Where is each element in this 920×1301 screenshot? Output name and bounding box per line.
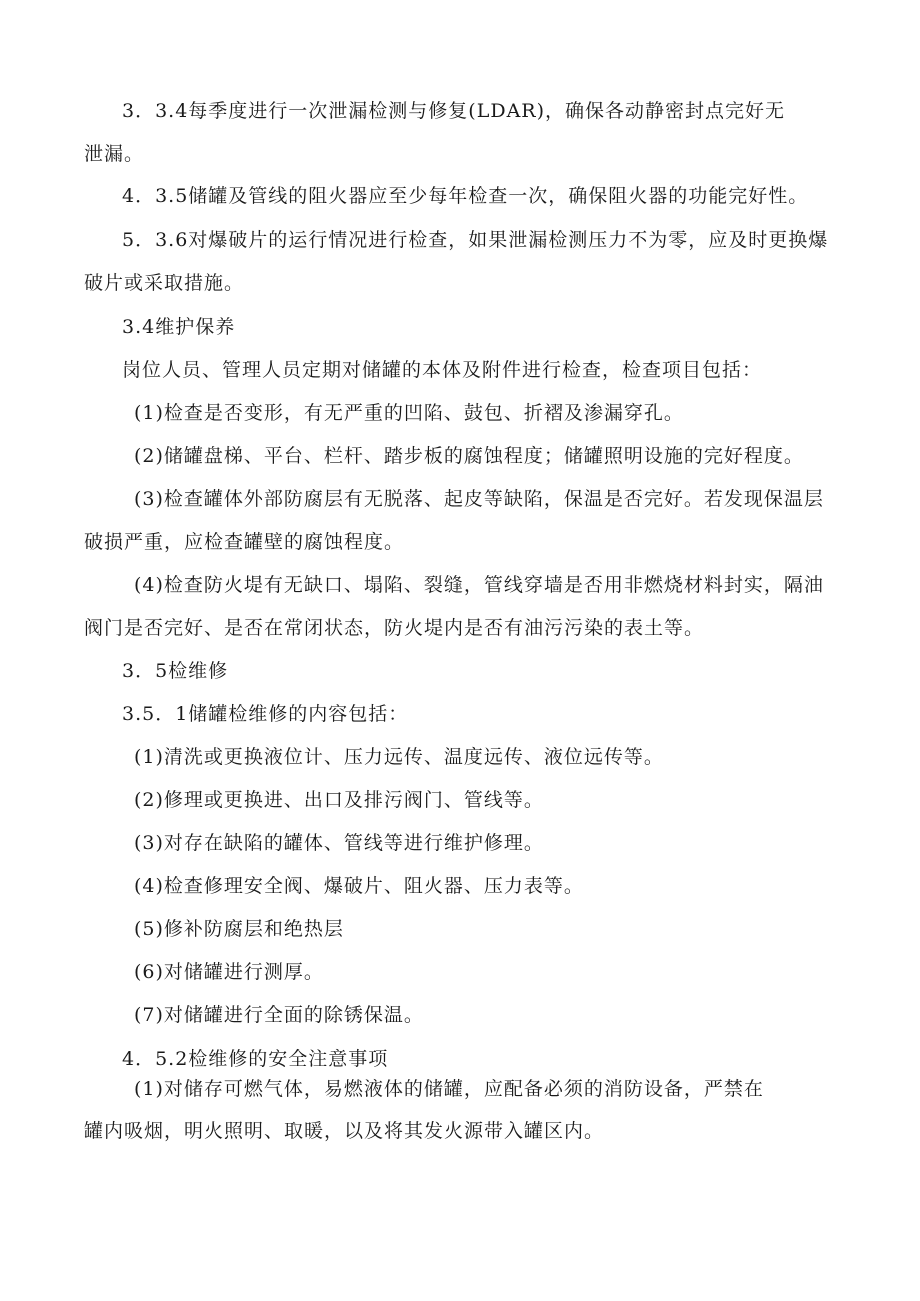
maintenance-item-5: (5)修补防腐层和绝热层 (134, 918, 344, 940)
maintenance-item-4: (4)检查修理安全阀、爆破片、阻火器、压力表等。 (134, 875, 584, 897)
maintenance-item-1: (1)清洗或更换液位计、压力远传、温度远传、液位远传等。 (134, 746, 664, 768)
paragraph-3-3-4-line-1: 3．3.4每季度进行一次泄漏检测与修复(LDAR)，确保各动静密封点完好无 (122, 100, 786, 122)
subsection-3-5-1: 3.5．1储罐检维修的内容包括： (122, 703, 409, 725)
maintenance-item-3: (3)对存在缺陷的罐体、管线等进行维护修理。 (134, 832, 544, 854)
section-heading-3-5: 3．5检维修 (122, 660, 229, 682)
inspection-item-2: (2)储罐盘梯、平台、栏杆、踏步板的腐蚀程度；储罐照明设施的完好程度。 (134, 445, 804, 467)
inspection-item-4-line-1: (4)检查防火堤有无缺口、塌陷、裂缝，管线穿墙是否用非燃烧材料封实，隔油 (134, 574, 824, 596)
paragraph-3-3-4-line-2: 泄漏。 (84, 143, 145, 165)
safety-item-1-line-2: 罐内吸烟，明火照明、取暖，以及将其发火源带入罐区内。 (84, 1120, 605, 1142)
section-heading-3-4: 3.4维护保养 (122, 316, 236, 338)
inspection-item-3-line-2: 破损严重，应检查罐壁的腐蚀程度。 (84, 531, 405, 553)
inspection-item-4-line-2: 阀门是否完好、是否在常闭状态，防火堤内是否有油污污染的表土等。 (84, 617, 705, 639)
safety-item-1-line-1: (1)对储存可燃气体，易燃液体的储罐，应配备必须的消防设备，严禁在 (134, 1078, 764, 1100)
inspection-item-3-line-1: (3)检查罐体外部防腐层有无脱落、起皮等缺陷，保温是否完好。若发现保温层 (134, 488, 824, 510)
maintenance-item-6: (6)对储罐进行测厚。 (134, 961, 324, 983)
paragraph-4-3-5: 4．3.5储罐及管线的阻火器应至少每年检查一次，确保阻火器的功能完好性。 (122, 185, 809, 207)
inspection-intro: 岗位人员、管理人员定期对储罐的本体及附件进行检查，检查项目包括： (122, 359, 763, 381)
subsection-4-5-2: 4．5.2检维修的安全注意事项 (122, 1048, 389, 1070)
paragraph-5-3-6-line-1: 5．3.6对爆破片的运行情况进行检查，如果泄漏检测压力不为零，应及时更换爆 (122, 229, 829, 251)
maintenance-item-2: (2)修理或更换进、出口及排污阀门、管线等。 (134, 789, 544, 811)
paragraph-5-3-6-line-2: 破片或采取措施。 (84, 272, 245, 294)
maintenance-item-7: (7)对储罐进行全面的除锈保温。 (134, 1004, 424, 1026)
inspection-item-1: (1)检查是否变形，有无严重的凹陷、鼓包、折褶及渗漏穿孔。 (134, 402, 684, 424)
